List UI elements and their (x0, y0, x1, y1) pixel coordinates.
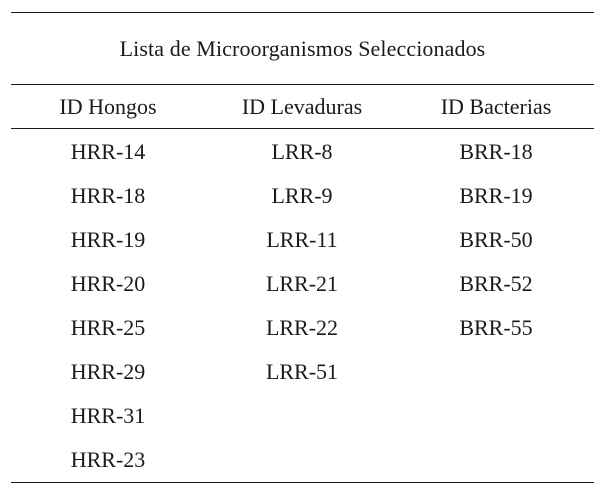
cell-hongos: HRR-23 (70, 447, 146, 472)
cell-hongos: HRR-19 (70, 227, 146, 252)
cell-bacterias: BRR-19 (459, 183, 533, 208)
header-bacterias: ID Bacterias (440, 94, 552, 119)
top-rule (11, 12, 594, 13)
cell-bacterias: BRR-50 (459, 227, 533, 252)
cell-levaduras: LRR-21 (265, 271, 339, 296)
cell-hongos: HRR-29 (70, 359, 146, 384)
cell-hongos: HRR-31 (70, 403, 146, 428)
cell-levaduras: LRR-51 (265, 359, 339, 384)
cell-hongos: HRR-18 (70, 183, 146, 208)
bottom-rule (11, 482, 594, 483)
cell-levaduras: LRR-8 (271, 139, 333, 164)
header-levaduras: ID Levaduras (241, 94, 363, 119)
cell-hongos: HRR-14 (70, 139, 146, 164)
header-rule (11, 128, 594, 129)
cell-levaduras: LRR-22 (265, 315, 339, 340)
header-hongos: ID Hongos (59, 94, 157, 119)
cell-bacterias: BRR-55 (459, 315, 533, 340)
cell-levaduras: LRR-9 (271, 183, 333, 208)
cell-hongos: HRR-20 (70, 271, 146, 296)
title-rule (11, 84, 594, 85)
cell-hongos: HRR-25 (70, 315, 146, 340)
cell-bacterias: BRR-52 (459, 271, 533, 296)
table-title: Lista de Microorganismos Seleccionados (119, 36, 486, 61)
cell-levaduras: LRR-11 (266, 227, 338, 252)
cell-bacterias: BRR-18 (459, 139, 533, 164)
